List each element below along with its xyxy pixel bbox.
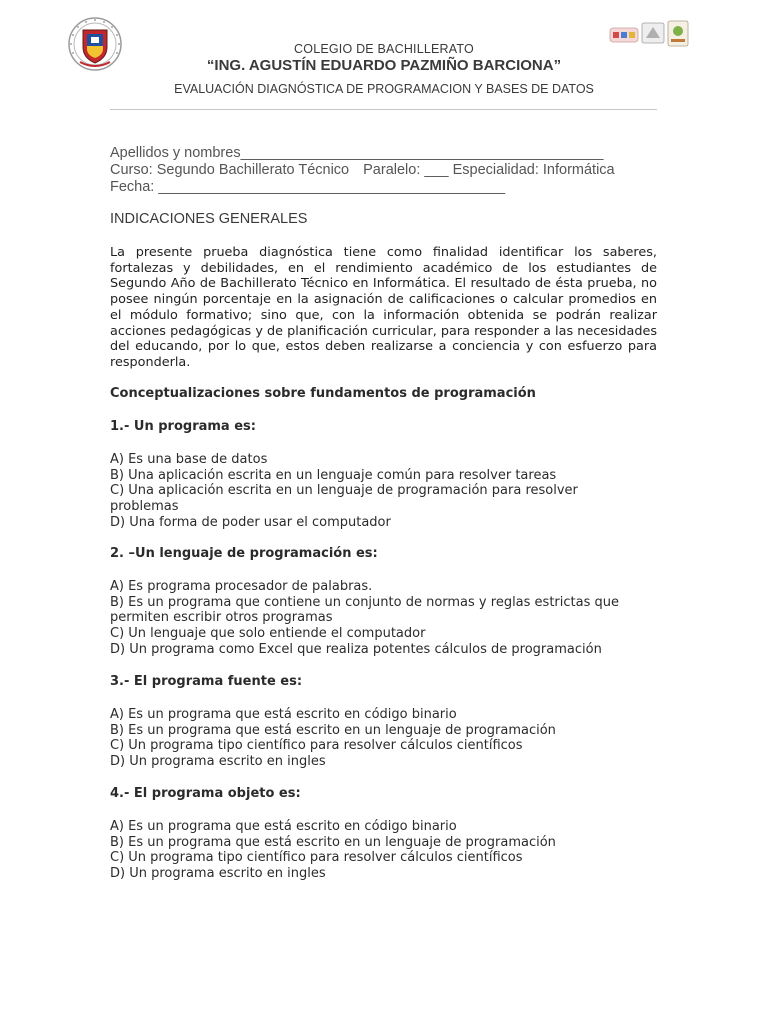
option-item[interactable]: C) Una aplicación escrita en un lenguaje de programación para resolver problemas <box>110 483 578 515</box>
question-1-title: 1.- Un programa es: <box>110 419 256 434</box>
option-item[interactable]: A) Es una base de datos <box>110 452 268 467</box>
exam-title: EVALUACIÓN DIAGNÓSTICA DE PROGRAMACION Y BASES DE DATOS <box>174 82 594 96</box>
question-4-options <box>110 819 650 882</box>
header-divider <box>110 109 657 110</box>
date-field[interactable]: Fecha: ___________________________________________ <box>110 179 506 195</box>
section-field[interactable]: Paralelo: ___ Especialidad: Informática <box>363 162 615 178</box>
option-item[interactable]: B) Una aplicación escrita en un lenguaje común para resolver tareas <box>110 467 557 483</box>
option-item[interactable]: B) Es un programa que está escrito en un lenguaje de programación <box>110 722 556 738</box>
question-3-title: 3.- El programa fuente es: <box>110 674 303 689</box>
option-item[interactable]: A) Es programa procesador de palabras. <box>110 579 373 594</box>
question-2-options <box>110 579 650 658</box>
option-item[interactable]: D) Una forma de poder usar el computador <box>110 514 391 530</box>
option-item[interactable]: A) Es un programa que está escrito en código binario <box>110 819 457 834</box>
school-name-line1: COLEGIO DE BACHILLERATO <box>294 42 474 56</box>
general-instructions-heading: INDICACIONES GENERALES <box>110 211 308 227</box>
question-1-options <box>110 452 650 531</box>
option-item[interactable]: D) Un programa escrito en ingles <box>110 866 326 882</box>
section-title: Conceptualizaciones sobre fundamentos de programación <box>110 386 536 401</box>
names-field[interactable]: Apellidos y nombres_____________________________________________ <box>110 145 604 161</box>
option-item[interactable]: C) Un programa tipo científico para resolver cálculos científicos <box>110 850 523 866</box>
option-item[interactable]: D) Un programa escrito en ingles <box>110 754 326 770</box>
option-item[interactable]: B) Es un programa que contiene un conjunto de normas y reglas estrictas que permiten escribir otros programas <box>110 594 619 626</box>
general-instructions-text: La presente prueba diagnóstica tiene como finalidad identificar los saberes, fortalezas y debilidades, en el rendimiento académico de los estudiantes de Segundo Año de Bachillerato Técnico en Informática. El resultado de ésta prueba, no posee ningún porcentaje en la asignación de calificaciones o calcular promedios en el módulo formativo; sino que, con la información obtenida se podrán realizar acciones pedagógicas y de planificación curricular, para responder a las necesidades del educando, por lo que, estos deben realizarse a conciencia y con esfuerzo para responderla. <box>110 245 657 370</box>
school-name-line2: “ING. AGUSTÍN EDUARDO PAZMIÑO BARCIONA” <box>206 57 562 74</box>
option-item[interactable]: B) Es un programa que está escrito en un lenguaje de programación <box>110 834 556 850</box>
course-field: Curso: Segundo Bachillerato Técnico <box>110 162 350 178</box>
option-item[interactable]: A) Es un programa que está escrito en código binario <box>110 707 457 722</box>
option-item[interactable]: D) Un programa como Excel que realiza potentes cálculos de programación <box>110 641 602 657</box>
question-2-title: 2. –Un lenguaje de programación es: <box>110 546 378 561</box>
question-3-options <box>110 707 650 770</box>
course-row <box>110 162 670 179</box>
question-4-title: 4.- El programa objeto es: <box>110 786 301 801</box>
student-fields <box>110 145 670 196</box>
option-item[interactable]: C) Un programa tipo científico para resolver cálculos científicos <box>110 738 523 754</box>
option-item[interactable]: C) Un lenguaje que solo entiende el computador <box>110 626 426 642</box>
